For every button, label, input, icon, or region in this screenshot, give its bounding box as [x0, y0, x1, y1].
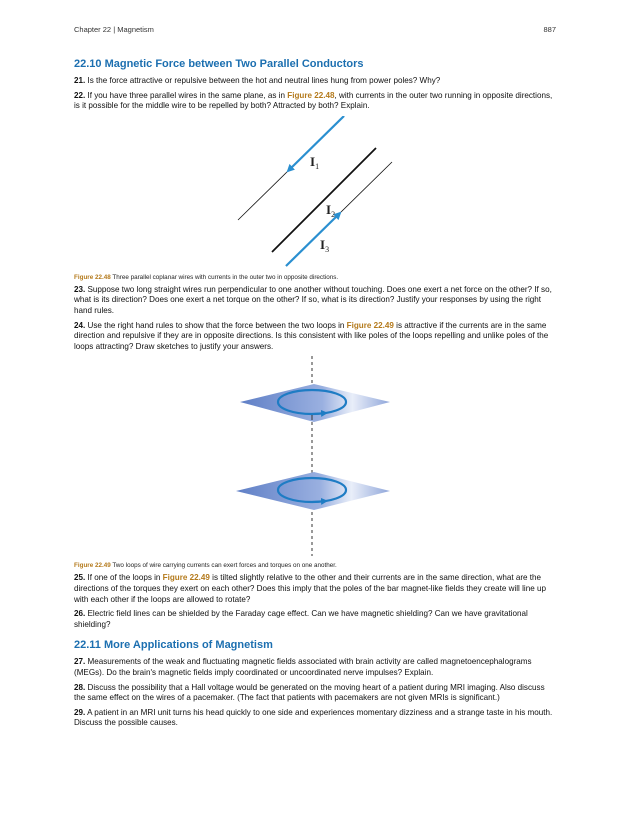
question-text: Measurements of the weak and fluctuating magnetic fields associated with brain activity are called magnetoencephalograms (MEGs). Do the brain's magnetic fields imply coordinated or uncoordinated nerve impulses? Explain. — [74, 657, 532, 677]
parallel-wires-diagram — [74, 116, 556, 274]
question-number: 23. — [74, 284, 86, 294]
current-3-arrow — [286, 213, 340, 266]
question-29 — [74, 708, 556, 729]
two-loops-diagram — [74, 356, 556, 562]
chapter-title: Chapter 22 | Magnetism — [74, 25, 154, 34]
page-number: 887 — [543, 25, 556, 34]
question-text: Is the force attractive or repulsive between the hot and neutral lines hung from power poles? Why? — [87, 76, 441, 85]
question-text: Suppose two long straight wires run perpendicular to one another without touching. Does one exert a net force on the other? If so, what is its direction? Does one exert a net torque on the other? If so, what is its direction? Justify your responses by using the right hand rules. — [74, 284, 552, 315]
page-header — [74, 25, 556, 37]
label-i1: $I_1$ — [310, 153, 320, 171]
figure-22-49-link[interactable]: Figure 22.49 — [346, 320, 394, 330]
question-number: 25. — [74, 573, 86, 583]
question-27 — [74, 657, 556, 678]
caption-label: Figure 22.49 — [74, 562, 111, 570]
section-heading-22-10: 22.10 Magnetic Force between Two Parallel Conductors — [74, 58, 364, 70]
section-heading-22-11: 22.11 More Applications of Magnetism — [74, 639, 273, 652]
question-number: 28. — [74, 682, 86, 692]
question-text: is attractive if the currents are in the same direction and repulsive if they are in opposite directions. Is this consistent with like poles of the loops repelling and unlike poles of the loops attracting? Draw sketches to justify your answers. — [74, 320, 549, 351]
caption-label: Figure 22.48 — [74, 273, 111, 281]
question-24 — [74, 321, 556, 353]
question-text: , with currents in the outer two running in opposite directions, is it possible for the middle wire to be repelled by both? Attracted by both? Explain. — [74, 90, 553, 111]
label-i2: $I_2$ — [326, 201, 336, 219]
question-number: 26. — [74, 609, 86, 619]
question-text: Discuss the possibility that a Hall voltage would be generated on the moving heart of a patient during MRI imaging. Also discuss the same effect on the wires of a pacemaker. (The fact that patients with pacemakers are not given MRIs is significant.) — [74, 682, 545, 703]
page-content — [74, 57, 556, 733]
figure-22-49-caption — [74, 562, 556, 570]
upper-current-arrow — [312, 413, 326, 414]
question-number: 27. — [74, 657, 86, 667]
question-text: A patient in an MRI unit turns his head quickly to one side and experiences momentary dizziness and a strange taste in his mouth. Discuss the possible causes. — [74, 707, 553, 728]
question-number: 22. — [74, 90, 86, 100]
question-number: 24. — [74, 320, 86, 330]
question-28 — [74, 683, 556, 704]
figure-22-49 — [74, 356, 556, 562]
question-22 — [74, 91, 556, 112]
question-23 — [74, 285, 556, 317]
question-text: Electric field lines can be shielded by the Faraday cage effect. Can we have magnetic shielding? Can we have gravitational shielding? — [74, 609, 528, 629]
label-i3: $I_3$ — [320, 236, 330, 254]
figure-22-48-link[interactable]: Figure 22.48 — [287, 90, 335, 100]
question-25 — [74, 573, 556, 605]
question-text: Use the right hand rules to show that the force between the two loops in — [87, 320, 347, 330]
question-text: is tilted slightly relative to the other and their currents are in the same direction, what are the directions of the torques they exert on each other? Does this imply that the poles of the bar magnet-like fields they create will line up with each other if the loops are allowed to rotate? — [74, 573, 546, 604]
question-text: If one of the loops in — [87, 573, 163, 583]
lower-current-arrow — [312, 501, 326, 502]
caption-text: Two loops of wire carrying currents can exert forces and torques on one another. — [110, 562, 337, 570]
figure-22-48-caption — [74, 274, 556, 282]
figure-22-49-link[interactable]: Figure 22.49 — [162, 573, 210, 583]
figure-22-48 — [74, 116, 556, 274]
question-21 — [74, 76, 556, 87]
question-number: 21. — [74, 76, 86, 85]
question-26 — [74, 609, 556, 630]
question-number: 29. — [74, 707, 86, 717]
caption-text: Three parallel coplanar wires with currents in the outer two in opposite directions. — [110, 273, 339, 281]
question-text: If you have three parallel wires in the same plane, as in — [87, 90, 288, 100]
